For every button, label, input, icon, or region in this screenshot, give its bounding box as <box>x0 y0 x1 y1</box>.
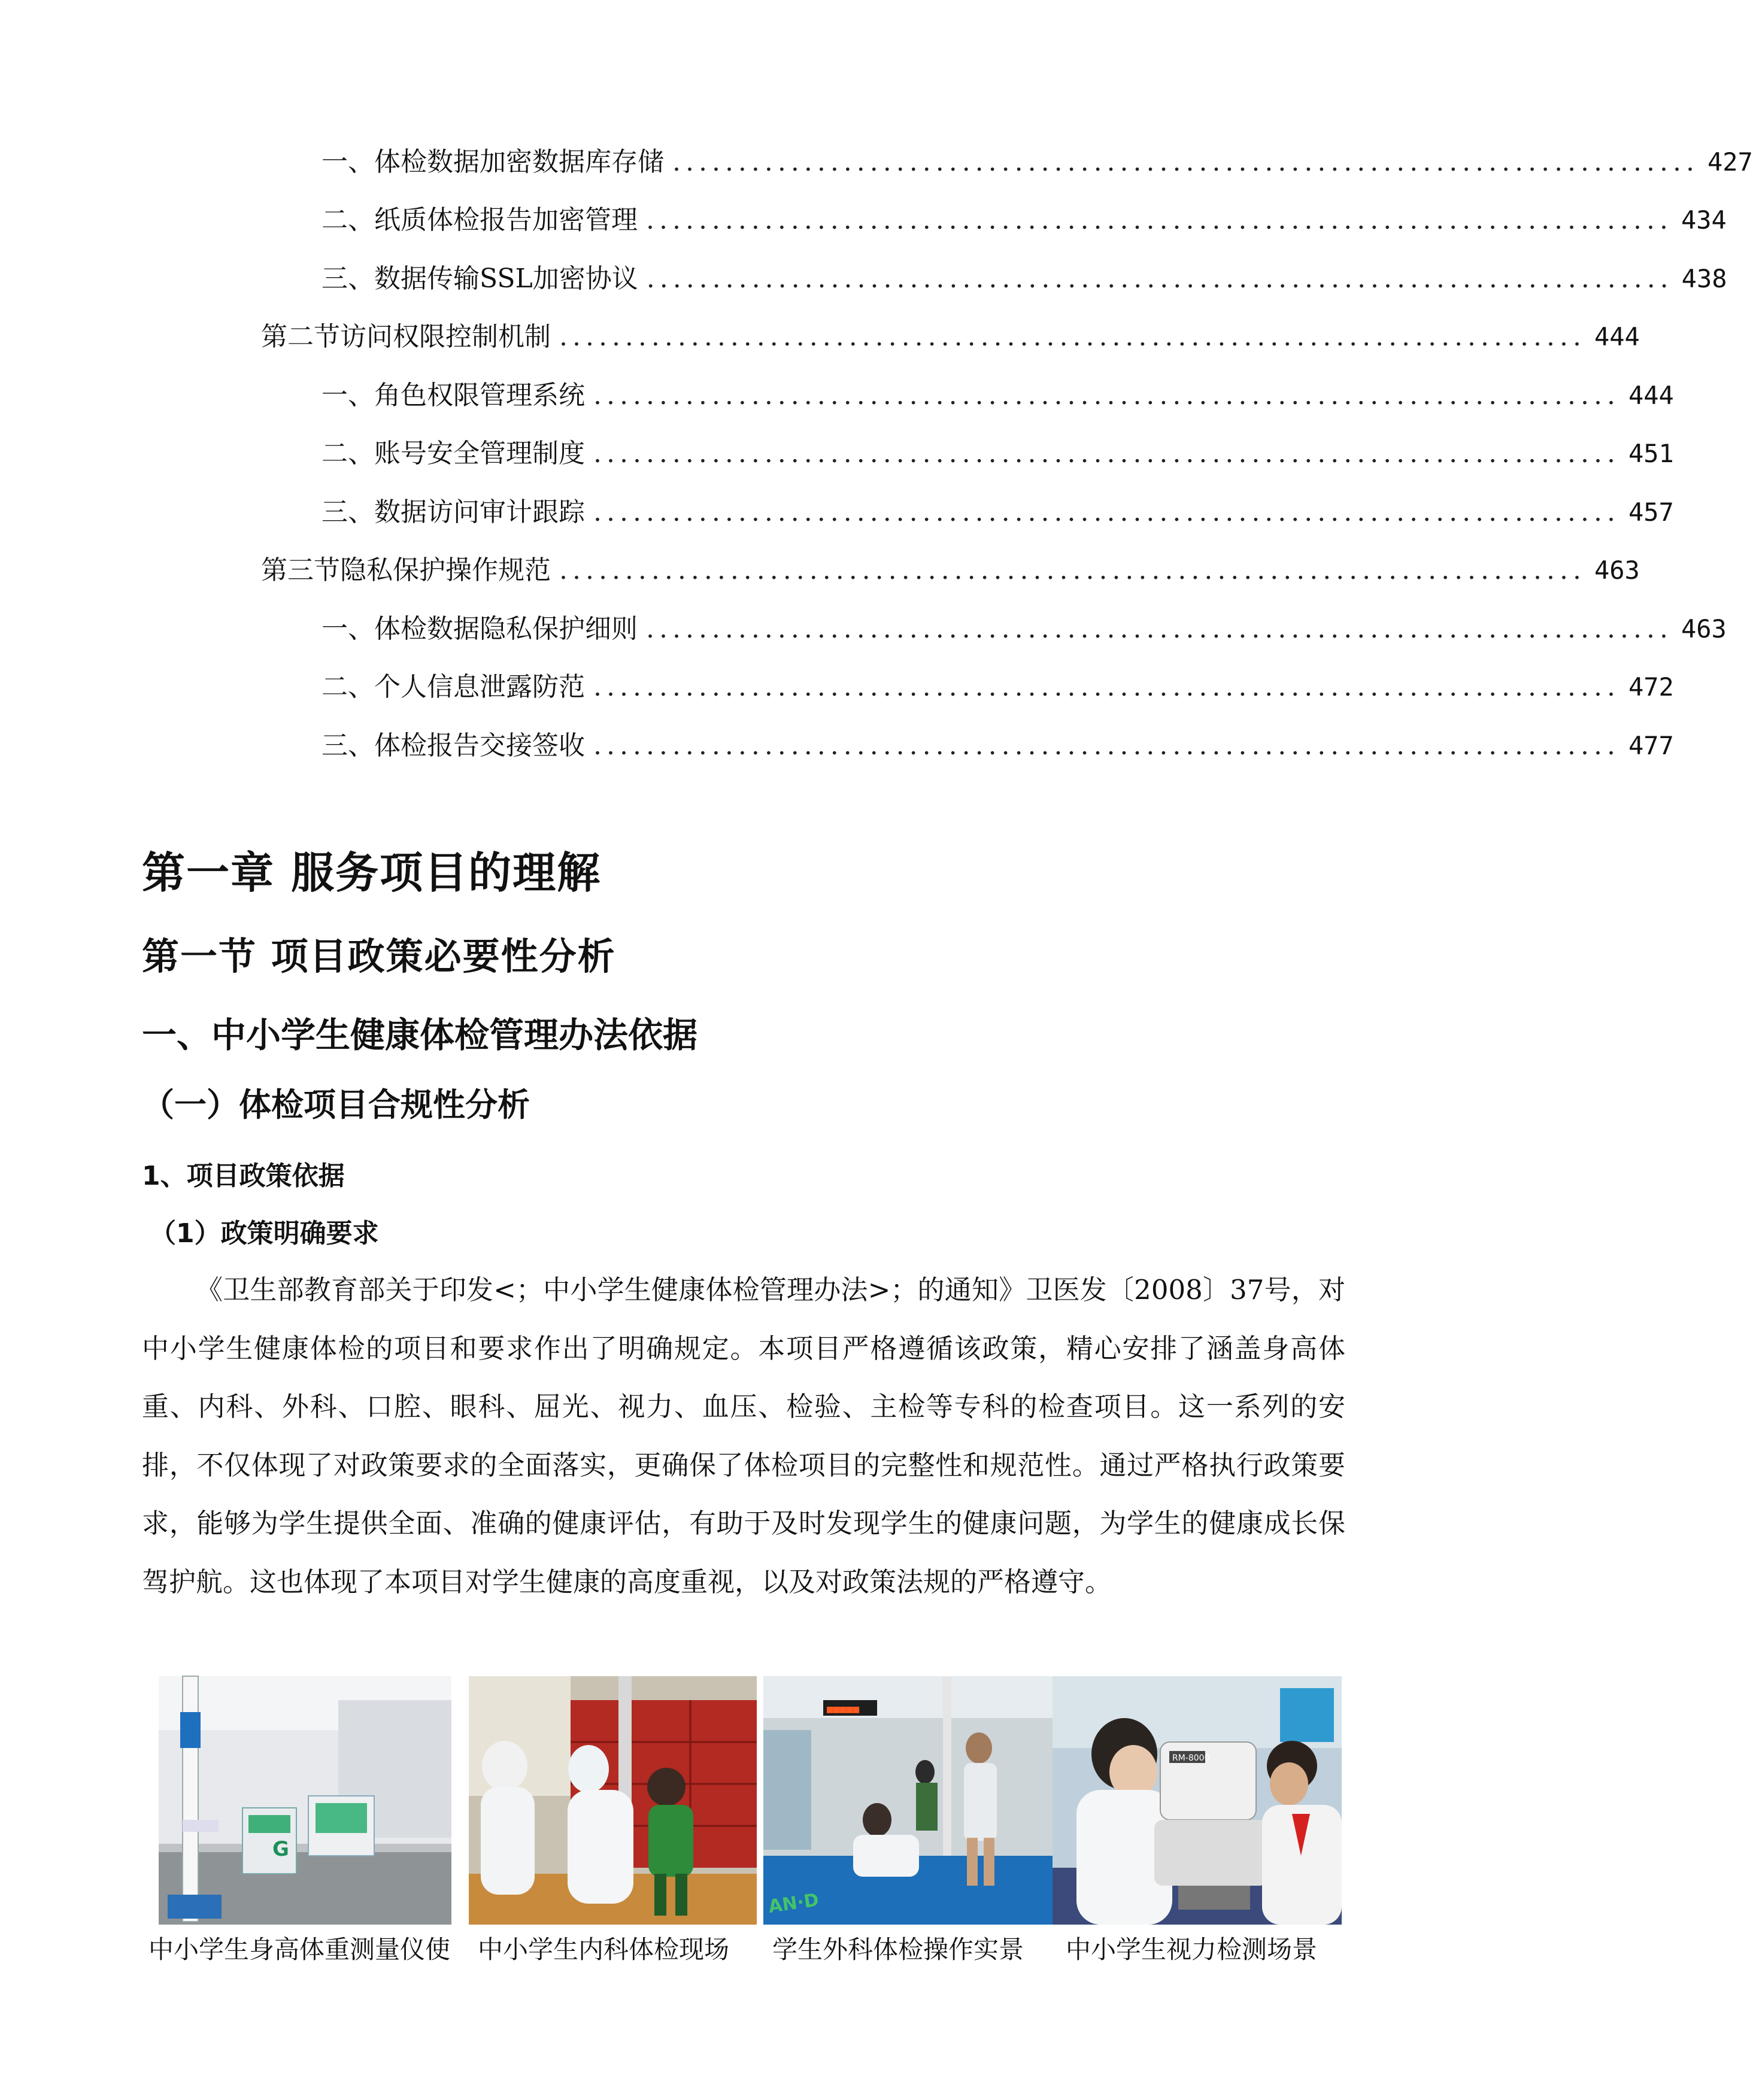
toc-title: 访问权限控制机制 <box>340 321 551 352</box>
toc-leader: .............................................................................. <box>593 730 1620 761</box>
toc-number: 一、 <box>322 147 374 177</box>
toc-page: 472 <box>1628 672 1674 702</box>
toc-number: 三、 <box>322 263 374 294</box>
toc-entry[interactable] <box>322 261 1727 297</box>
toc-leader: .............................................................................. <box>646 263 1673 294</box>
toc-title: 体检数据隐私保护细则 <box>374 614 638 644</box>
toc-page: 463 <box>1594 556 1640 585</box>
toc-page: 457 <box>1628 497 1674 527</box>
height-scale-photo <box>159 1676 451 1925</box>
photo-caption: 中小学生内科体检现场 <box>478 1935 730 1964</box>
toc-page: 438 <box>1681 264 1727 293</box>
photo-caption: 学生外科体检操作实景 <box>772 1935 1024 1964</box>
body-paragraph: 《卫生部教育部关于印发<；中小学生健康体检管理办法>；的通知》卫医发〔2008〕37号，对中小学生健康体检的项目和要求作出了明确规定。本项目严格遵循该政策，精心安排了涵盖身高体重、内科、外科、口腔、眼科、屈光、视力、血压、检验、主检等专科的检查项目。这一系列的安排，不仅体现了对政策要求的全面落实，更确保了体检项目的完整性和规范性。通过严格执行政策要求，能够为学生提供全面、准确的健康评估，有助于及时发现学生的健康问题，为学生的健康成长保驾护航。这也体现了本项目对学生健康的高度重视，以及对政策法规的严格遵守。 <box>142 1274 1345 1598</box>
toc-entry[interactable] <box>322 494 1674 530</box>
svg-text:■■■■■: ■■■■■ <box>827 1703 860 1716</box>
toc-page: 477 <box>1628 731 1674 760</box>
surgical-exam-photo <box>763 1676 1053 1925</box>
toc-page: 444 <box>1594 322 1640 351</box>
toc-title: 个人信息泄露防范 <box>374 672 585 702</box>
toc-entry[interactable] <box>322 669 1674 705</box>
toc-page: 451 <box>1628 439 1674 468</box>
toc-page: 463 <box>1681 614 1727 644</box>
subsubsection-heading: （一）体检项目合规性分析 <box>142 1086 530 1124</box>
toc-entry[interactable] <box>261 553 1640 588</box>
toc-page: 427 <box>1707 147 1753 177</box>
toc-number: 三、 <box>322 730 374 761</box>
toc-number: 二、 <box>322 672 374 702</box>
toc-leader: .............................................................................. <box>593 497 1620 527</box>
toc-leader: .............................................................................. <box>593 438 1620 469</box>
toc-number: 一、 <box>322 614 374 644</box>
toc-leader: .............................................................................. <box>646 205 1673 235</box>
chapter-heading: 第一章 服务项目的理解 <box>142 848 602 898</box>
photo-caption: 中小学生视力检测场景 <box>1066 1935 1318 1964</box>
toc-leader: .............................................................................. <box>646 614 1673 644</box>
toc-leader: .............................................................................. <box>593 380 1620 411</box>
toc-title: 角色权限管理系统 <box>374 380 585 411</box>
svg-text:RM-8000: RM-8000 <box>1172 1753 1210 1763</box>
toc-entry[interactable] <box>322 202 1727 238</box>
toc-page: 434 <box>1681 205 1727 235</box>
toc-title: 体检数据加密数据库存储 <box>374 147 664 177</box>
toc-leader: .............................................................................. <box>593 672 1620 702</box>
toc-entry[interactable] <box>322 611 1727 647</box>
toc-number: 二、 <box>322 205 374 235</box>
toc-number: 三、 <box>322 497 374 527</box>
section-heading: 第一节 项目政策必要性分析 <box>142 934 616 978</box>
toc-title: 体检报告交接签收 <box>374 730 585 761</box>
toc-number: 一、 <box>322 380 374 411</box>
toc-number: 二、 <box>322 438 374 469</box>
toc-number: 第三节 <box>261 555 340 585</box>
toc-title: 数据访问审计跟踪 <box>374 497 585 527</box>
toc-leader: .............................................................................. <box>559 321 1586 352</box>
toc-entry[interactable] <box>322 144 1753 180</box>
toc-page: 444 <box>1628 381 1674 410</box>
photo-caption: 中小学生身高体重测量仪使 <box>148 1935 451 1964</box>
toc-entry[interactable] <box>322 378 1674 414</box>
toc-leader: .............................................................................. <box>559 555 1586 585</box>
internal-exam-photo <box>469 1676 757 1925</box>
subitem-heading: （1）政策明确要求 <box>150 1218 379 1249</box>
svg-text:AN·D: AN·D <box>767 1889 820 1917</box>
toc-leader: .............................................................................. <box>672 147 1699 177</box>
toc-title: 数据传输SSL加密协议 <box>374 263 638 294</box>
subsection-heading: 一、中小学生健康体检管理办法依据 <box>142 1015 698 1055</box>
toc-title: 隐私保护操作规范 <box>340 555 551 585</box>
toc-number: 第二节 <box>261 321 340 352</box>
toc-title: 账号安全管理制度 <box>374 438 585 469</box>
toc-entry[interactable] <box>322 436 1674 472</box>
toc-entry[interactable] <box>261 319 1640 355</box>
svg-text:G: G <box>272 1837 289 1861</box>
toc-entry[interactable] <box>322 728 1674 764</box>
toc-title: 纸质体检报告加密管理 <box>374 205 638 235</box>
item-heading: 1、项目政策依据 <box>142 1161 345 1191</box>
vision-test-photo <box>1053 1676 1342 1925</box>
